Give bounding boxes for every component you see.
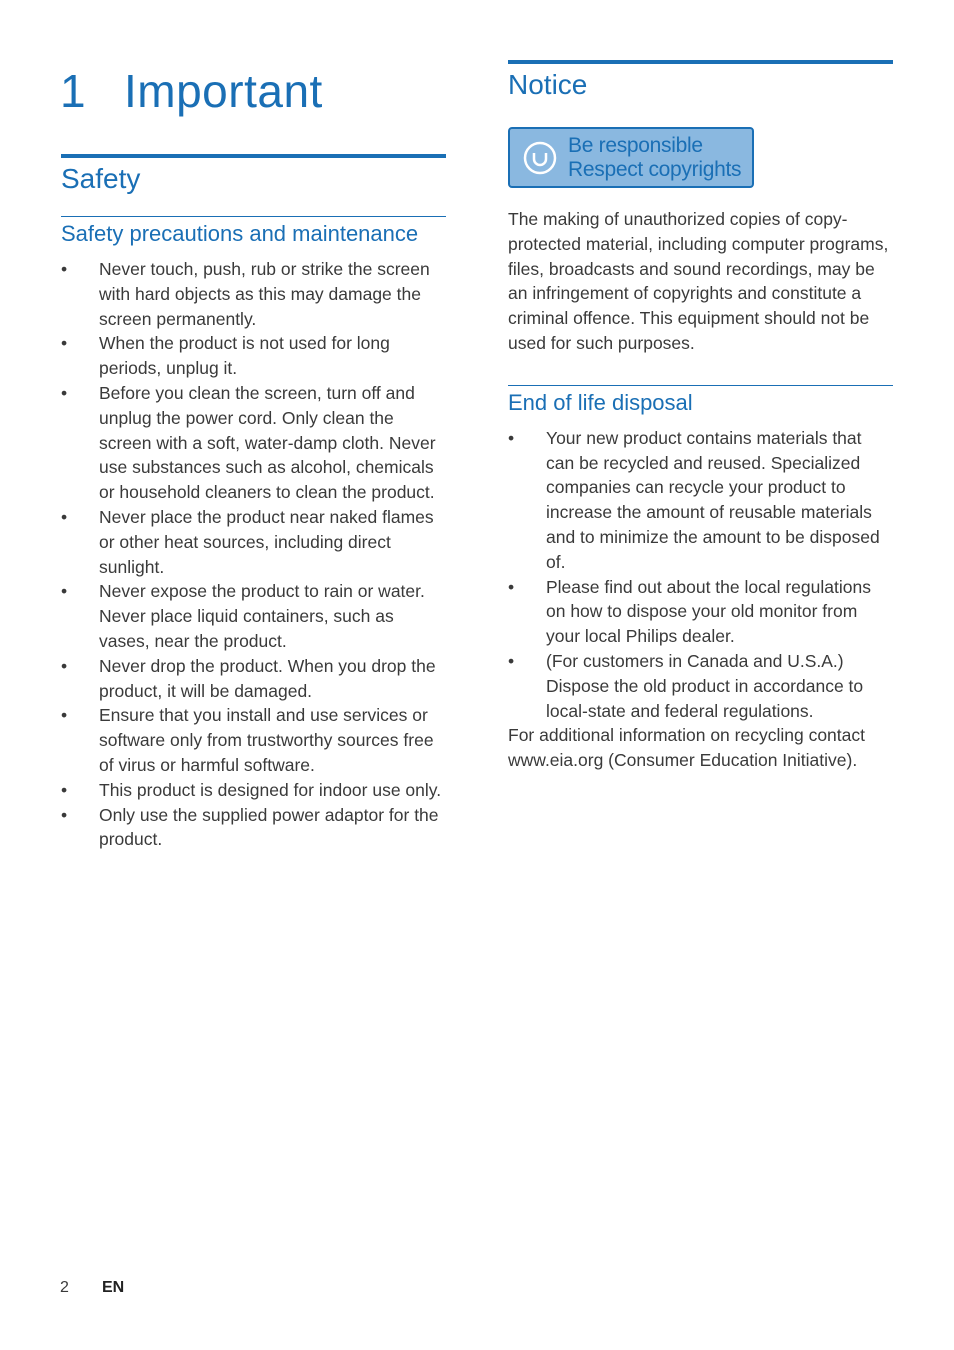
page-number: 2 (60, 1279, 69, 1296)
badge-line-1: Be responsible (568, 134, 703, 157)
disposal-closing: For additional information on recycling contact www.eia.org (Consumer Education Initiative). (508, 725, 865, 771)
bullet-icon: • (61, 655, 68, 676)
page-footer (60, 1279, 124, 1297)
bullet-icon: • (61, 382, 68, 403)
bullet-icon: • (61, 804, 68, 825)
notice-heading: Notice (508, 69, 588, 100)
list-item: • Never expose the product to rain or water. Never place liquid containers, such as vases, near the product. (61, 581, 425, 651)
list-item: • When the product is not used for long periods, unplug it. (61, 333, 390, 379)
left-column (61, 154, 446, 852)
chapter-title-text: Important (124, 65, 323, 117)
bullet-icon: • (508, 427, 515, 448)
bullet-icon: • (508, 576, 515, 597)
bullet-icon: • (61, 259, 68, 279)
bullet-icon: • (61, 333, 68, 354)
list-item: • Please find out about the local regulations on how to dispose your old monitor from your local Philips dealer. (508, 576, 871, 647)
bullet-icon: • (61, 581, 68, 602)
list-item: • (For customers in Canada and U.S.A.) Dispose the old product in accordance to local-state and federal regulations. (508, 650, 864, 721)
bullet-icon: • (61, 779, 68, 800)
list-item: • Never touch, push, rub or strike the screen with hard objects as this may damage the screen permanently. (61, 259, 430, 329)
list-item: • Ensure that you install and use services or software only from trustworthy sources free of virus or harmful software. (61, 705, 434, 775)
precautions-heading: Safety precautions and maintenance (61, 221, 419, 246)
badge-line-2: Respect copyrights (568, 158, 742, 181)
disposal-heading: End of life disposal (508, 389, 693, 415)
list-item: • Never drop the product. When you drop the product, it will be damaged. (61, 655, 436, 701)
safety-bullet-list (61, 257, 446, 852)
list-item: • Never place the product near naked flames or other heat sources, including direct sunlight. (61, 506, 434, 577)
safety-rule (61, 154, 446, 158)
right-column (508, 60, 893, 773)
list-item: • This product is designed for indoor use only. (61, 778, 446, 803)
copyright-badge (508, 127, 754, 188)
bullet-icon: • (508, 650, 515, 671)
disposal-rule (508, 385, 893, 386)
list-item: • Only use the supplied power adaptor for the product. (61, 804, 439, 850)
bullet-icon: • (61, 705, 68, 726)
disposal-bullet-list (508, 426, 893, 724)
bullet-icon: • (61, 506, 68, 527)
notice-rule (508, 60, 893, 64)
chapter-number: 1 (60, 65, 87, 117)
list-item: • Before you clean the screen, turn off and unplug the power cord. Only clean the screen with a soft, water-damp cloth. Never use substances such as alcohol, chemicals or household cleaners to clean the product. (61, 382, 436, 503)
list-item: • Your new product contains materials that can be recycled and reused. Specialized companies can recycle your product to increase the amount of reusable materials and to minimize the amount to be disposed of. (508, 427, 880, 572)
chapter-title (60, 64, 323, 118)
language-code: EN (102, 1279, 125, 1296)
precautions-rule (61, 216, 446, 217)
notice-paragraph: The making of unauthorized copies of copy-protected material, including computer programs, files, broadcasts and sound recordings, may be an infringement of copyrights and constitute a criminal offence. This equipment should not be used for such purposes. (508, 209, 889, 353)
safety-heading: Safety (61, 163, 141, 194)
copyright-smile-icon (523, 141, 557, 175)
